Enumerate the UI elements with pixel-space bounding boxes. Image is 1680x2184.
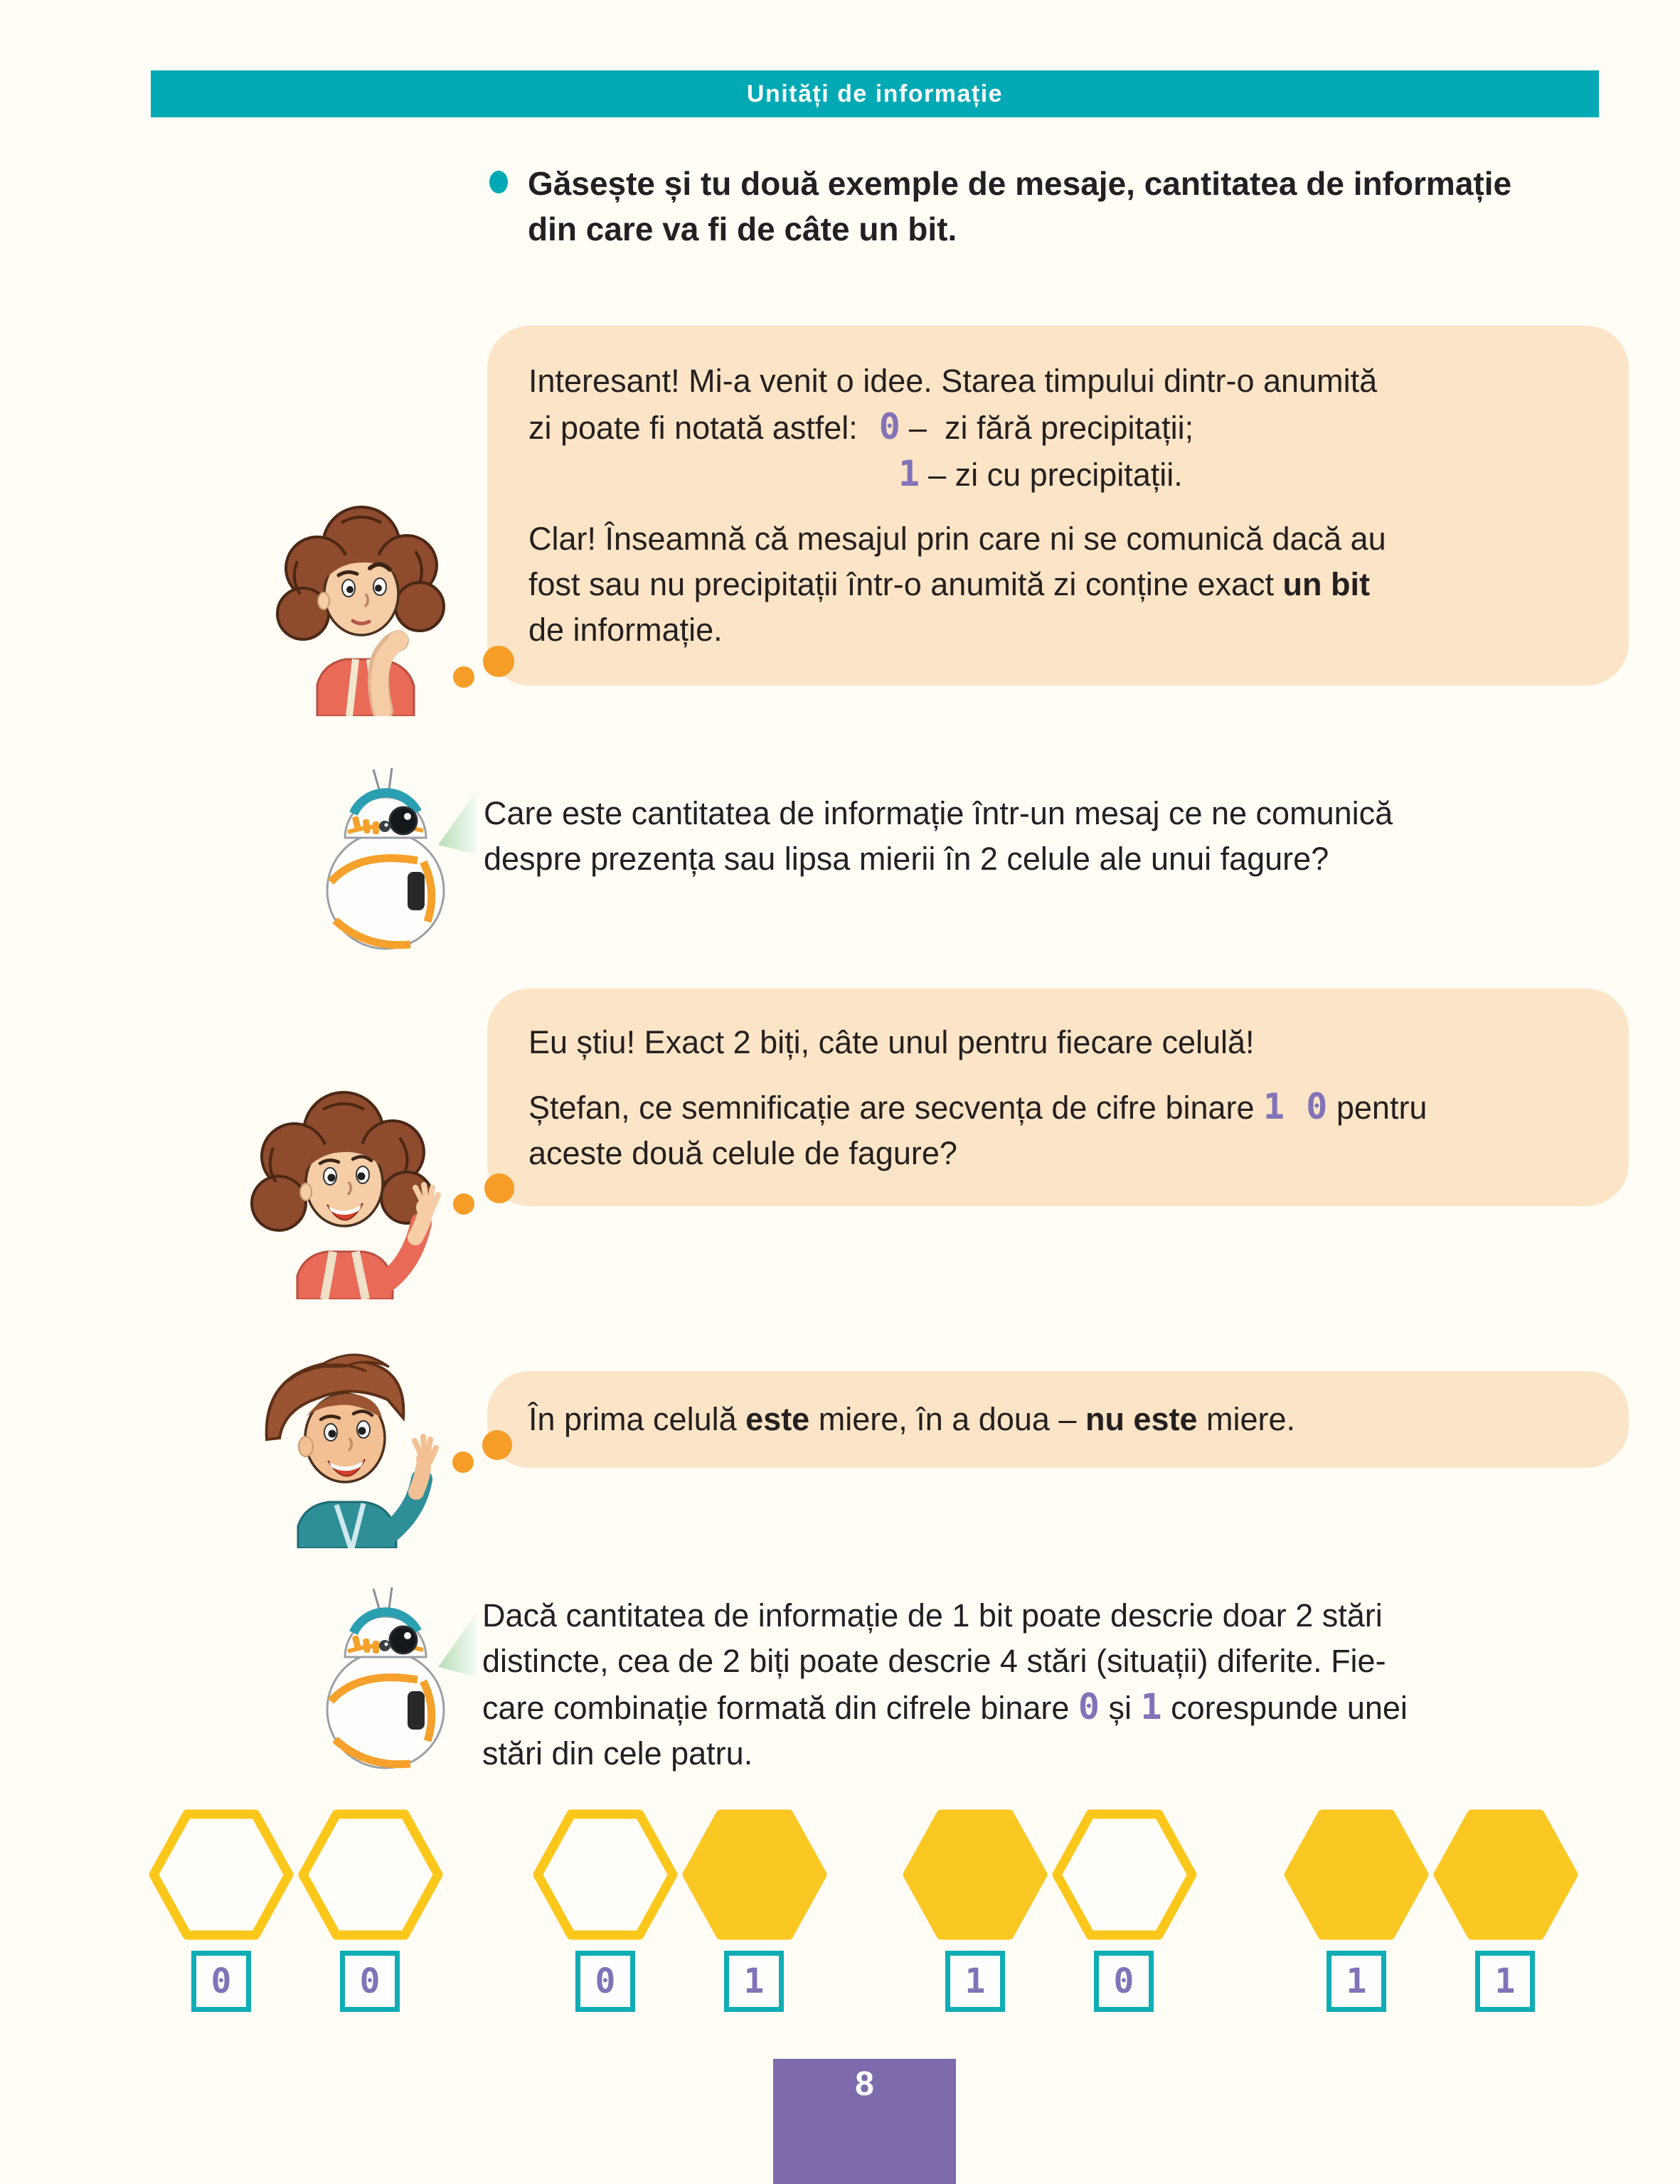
text-segment: Ștefan, ce semnificație are secvența de cifre binare <box>528 1090 1264 1126</box>
bubble-paragraph <box>528 1397 1590 1442</box>
text-line <box>528 562 1590 607</box>
speech-tail-dots-icon <box>452 1451 474 1473</box>
boy-waving-icon <box>238 1331 445 1548</box>
text-line <box>482 1639 1649 1684</box>
hexagon-cell-icon <box>902 1809 1048 1941</box>
speech-tail-dots-icon <box>453 1193 474 1215</box>
honeycomb-pair <box>148 1809 444 2012</box>
chapter-header-bar <box>151 70 1599 117</box>
woman-thinking-icon <box>276 494 447 716</box>
text-line <box>528 1020 1590 1065</box>
text-line <box>528 206 1511 252</box>
text-segment: În prima celulă <box>528 1401 746 1437</box>
text-line <box>528 451 1590 498</box>
bit-box <box>191 1951 251 2012</box>
text-segment: Găsește și tu două exemple de mesaje, cantitatea de informație <box>528 165 1512 202</box>
honeycomb-pair <box>532 1809 828 2012</box>
text-line <box>528 1131 1590 1176</box>
speech-tail-dots-icon <box>482 1430 512 1460</box>
text-segment: miere, în a doua – <box>809 1401 1085 1437</box>
hexagon-cell-icon <box>297 1809 444 1941</box>
hexagon-cell-icon <box>681 1809 828 1941</box>
bit-value: 0 <box>595 1961 616 2001</box>
text-segment: 0 <box>1078 1686 1100 1727</box>
speech-bubble-teacher <box>487 326 1629 686</box>
bit-box <box>1475 1951 1535 2012</box>
text-line <box>528 404 1590 451</box>
honeycomb-pair <box>1283 1809 1579 2012</box>
text-segment: – zi cu precipitații. <box>928 457 1183 493</box>
hexagon-cell-icon <box>1283 1809 1430 1941</box>
text-line <box>484 836 1630 882</box>
text-segment: este <box>745 1401 810 1437</box>
text-segment: stări din cele patru. <box>482 1735 753 1772</box>
text-line <box>528 161 1511 206</box>
text-segment: care combinație formată din cifrele binare <box>482 1690 1078 1726</box>
text-segment: din care va fi de câte un bit. <box>528 211 957 247</box>
text-line <box>482 1731 1649 1777</box>
bit-value: 0 <box>359 1961 381 2001</box>
bit-box <box>724 1951 784 2012</box>
text-segment: miere. <box>1197 1401 1296 1437</box>
speech-pointer-triangle-icon <box>437 1612 478 1678</box>
bubble-paragraph <box>528 516 1590 653</box>
bit-value: 1 <box>743 1961 765 2001</box>
droid-robot-icon <box>324 768 448 953</box>
speech-tail-dots-icon <box>484 1173 514 1203</box>
bit-value: 0 <box>211 1961 232 2001</box>
hexagon-cell-icon <box>532 1809 679 1941</box>
bit-box <box>1327 1951 1386 2012</box>
speech-pointer-triangle-icon <box>437 789 478 856</box>
text-segment: Interesant! Mi-a venit o idee. Starea timpului dintr-o anumită <box>528 363 1378 399</box>
bit-value: 1 <box>1494 1961 1516 2001</box>
task-text <box>528 161 1511 252</box>
text-line <box>528 607 1590 653</box>
text-segment: distincte, cea de 2 biți poate descrie 4 stări (situații) diferite. Fie- <box>482 1643 1386 1679</box>
robot-question-2 <box>482 1593 1649 1777</box>
bit-value: 1 <box>1346 1961 1367 2001</box>
text-line <box>528 1397 1590 1442</box>
text-segment: 1 <box>1140 1686 1162 1727</box>
bit-value: 0 <box>1113 1961 1134 2001</box>
bubble-paragraph <box>528 1020 1590 1065</box>
text-segment: Eu știu! Exact 2 biți, câte unul pentru fiecare celulă! <box>528 1024 1255 1060</box>
bubble-paragraph <box>528 1084 1590 1176</box>
task-item <box>489 161 1627 252</box>
droid-robot-icon <box>324 1587 448 1772</box>
text-segment: Care este cantitatea de informație într-un mesaj ce ne comunică <box>484 795 1393 831</box>
robot-question-1 <box>484 791 1630 882</box>
text-segment: nu este <box>1085 1401 1198 1437</box>
speech-bubble-boy <box>487 1371 1629 1468</box>
text-segment: Clar! Înseamnă că mesajul prin care ni se comunică dacă au <box>528 521 1386 557</box>
text-segment: aceste două celule de fagure? <box>528 1135 957 1171</box>
text-line <box>484 791 1630 836</box>
page-number: 8 <box>855 2065 874 2103</box>
hexagon-cell-icon <box>1432 1809 1579 1941</box>
text-segment: și <box>1100 1690 1141 1726</box>
text-segment: 1 0 <box>1263 1086 1328 1127</box>
bullet-dot-icon <box>489 171 508 193</box>
text-segment: zi poate fi notată astfel: <box>528 410 858 446</box>
bit-box <box>575 1951 635 2012</box>
text-segment: despre prezența sau lipsa mierii în 2 celule ale unui fagure? <box>484 841 1329 877</box>
speech-tail-dots-icon <box>483 646 514 677</box>
speech-tail-dots-icon <box>453 666 474 688</box>
text-segment: – zi fără precipitații; <box>908 410 1194 446</box>
text-segment: 1 <box>898 453 920 494</box>
bit-box <box>340 1951 400 2012</box>
text-line <box>482 1684 1649 1731</box>
text-line <box>528 1084 1590 1131</box>
bit-box <box>1094 1951 1154 2012</box>
text-segment: corespunde unei <box>1161 1690 1408 1726</box>
text-segment: 0 <box>878 406 900 447</box>
text-segment: un bit <box>1282 566 1371 602</box>
chapter-title: Unități de informație <box>746 80 1004 107</box>
text-segment: pentru <box>1327 1090 1428 1126</box>
page-number-box <box>773 2059 956 2184</box>
honeycomb-pair <box>902 1809 1198 2012</box>
text-segment: Dacă cantitatea de informație de 1 bit poate descrie doar 2 stări <box>482 1597 1383 1634</box>
bubble-paragraph <box>528 358 1590 498</box>
speech-bubble-girl <box>487 989 1629 1206</box>
bit-value: 1 <box>964 1961 986 2001</box>
bit-box <box>945 1951 1005 2012</box>
girl-waving-icon <box>248 1082 443 1299</box>
text-line <box>528 358 1590 404</box>
text-line <box>528 516 1590 562</box>
hexagon-cell-icon <box>148 1809 294 1941</box>
text-segment: fost sau nu precipitații într-o anumită zi conține exact <box>528 566 1283 602</box>
text-segment: de informație. <box>528 612 723 648</box>
text-line <box>482 1593 1649 1639</box>
hexagon-cell-icon <box>1051 1809 1198 1941</box>
